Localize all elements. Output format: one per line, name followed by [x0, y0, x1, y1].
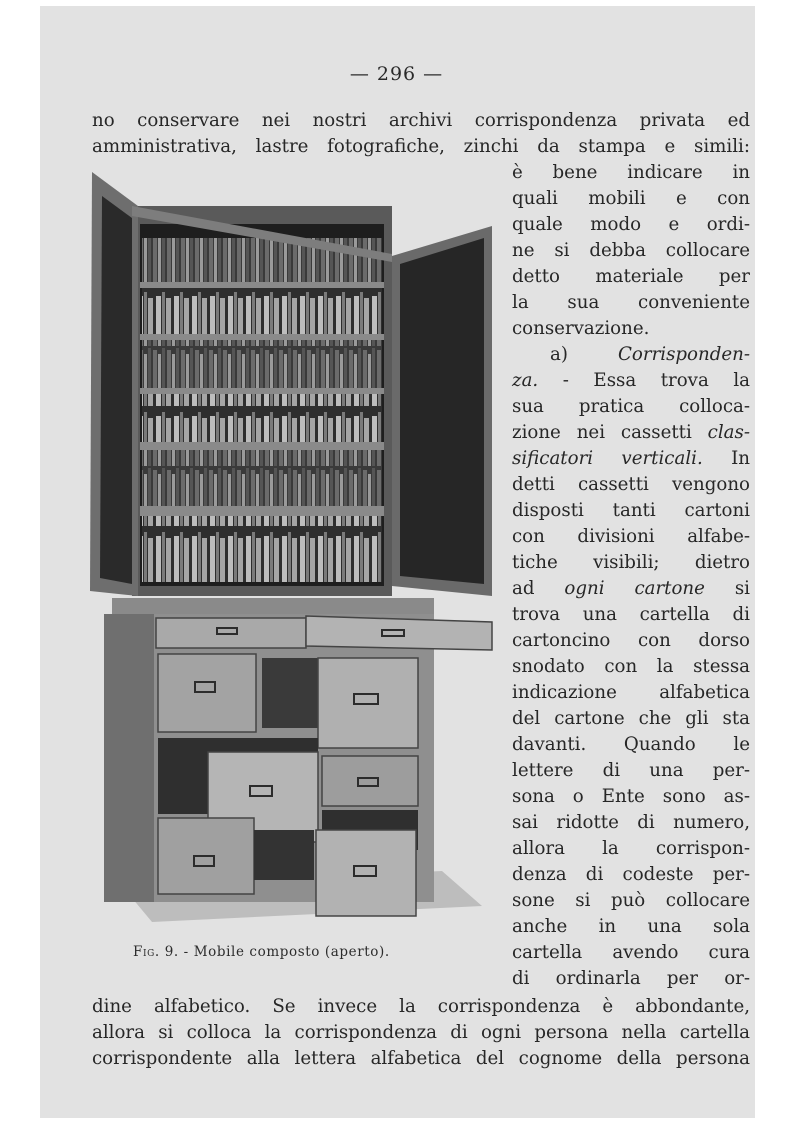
section-heading-line [512, 342, 750, 368]
text-span: zione nei cassetti [512, 422, 708, 443]
text-line: conservazione. [512, 318, 650, 339]
text-line: davanti. Quando le [512, 734, 750, 755]
text-line: sai ridotte di numero, [512, 812, 750, 833]
text-line: sone si può collocare [512, 890, 750, 911]
text-line: cartoncino con dorso [512, 630, 750, 651]
text-line [512, 576, 750, 602]
text-line: con divisioni alfabe- [512, 526, 750, 547]
section-title: Corrisponden- [618, 344, 750, 365]
page-number: — 296 — [349, 63, 444, 85]
text-line: anche in una sola [512, 916, 750, 937]
text-line: sua pratica colloca- [512, 396, 750, 417]
text-line: di ordinarla per or- [512, 968, 750, 989]
text-line: del cartone che gli sta [512, 708, 750, 729]
text-line: corrispondente alla lettera alfabetica del cognome della persona [92, 1048, 750, 1069]
text-line: ne si debba collocare [512, 240, 750, 261]
text-line [512, 420, 750, 446]
italic-term: clas- [707, 422, 750, 443]
text-line: cartella avendo cura [512, 942, 750, 963]
text-line: allora la corrispon- [512, 838, 750, 859]
text-line: lettere di una per- [512, 760, 750, 781]
section-heading-line-2 [512, 368, 750, 394]
text-line: è bene indicare in [512, 162, 750, 183]
caption-label: Fig. 9. [133, 944, 179, 960]
text-line: la sua conveniente [512, 292, 750, 313]
text-line: detto materiale per [512, 266, 750, 287]
section-after: - Essa trova la [538, 370, 750, 391]
text-line: detti cassetti vengono [512, 474, 750, 495]
text-line: amministrativa, lastre fotografiche, zinchi da stampa e simili: [92, 136, 750, 157]
text-line: sona o Ente sono as- [512, 786, 750, 807]
text-line: indicazione alfabetica [512, 682, 750, 703]
text-line: dine alfabetico. Se invece la corrispondenza è abbondante, [92, 996, 750, 1017]
text-span: ad [512, 578, 565, 599]
text-line: denza di codeste per- [512, 864, 750, 885]
text-line: quale modo e ordi- [512, 214, 750, 235]
text-line: disposti tanti cartoni [512, 500, 750, 521]
section-title-end: za. [512, 370, 539, 391]
text-span: In [702, 448, 750, 469]
cabinet-illustration [82, 166, 496, 922]
text-line: snodato con la stessa [512, 656, 750, 677]
text-span: si [704, 578, 750, 599]
italic-term: ogni cartone [564, 578, 705, 599]
italic-term: sificatori verticali. [512, 448, 703, 469]
text-line: allora si colloca la corrispondenza di ogni persona nella cartella [92, 1022, 750, 1043]
text-line: no conservare nei nostri archivi corrispondenza privata ed [92, 110, 750, 131]
section-label: a) [550, 344, 568, 365]
text-line [512, 446, 750, 472]
text-line: trova una cartella di [512, 604, 750, 625]
caption-text: - Mobile composto (aperto). [178, 944, 390, 960]
text-line: quali mobili e con [512, 188, 750, 209]
text-line: tiche visibili; dietro [512, 552, 750, 573]
figure-caption [133, 944, 390, 960]
